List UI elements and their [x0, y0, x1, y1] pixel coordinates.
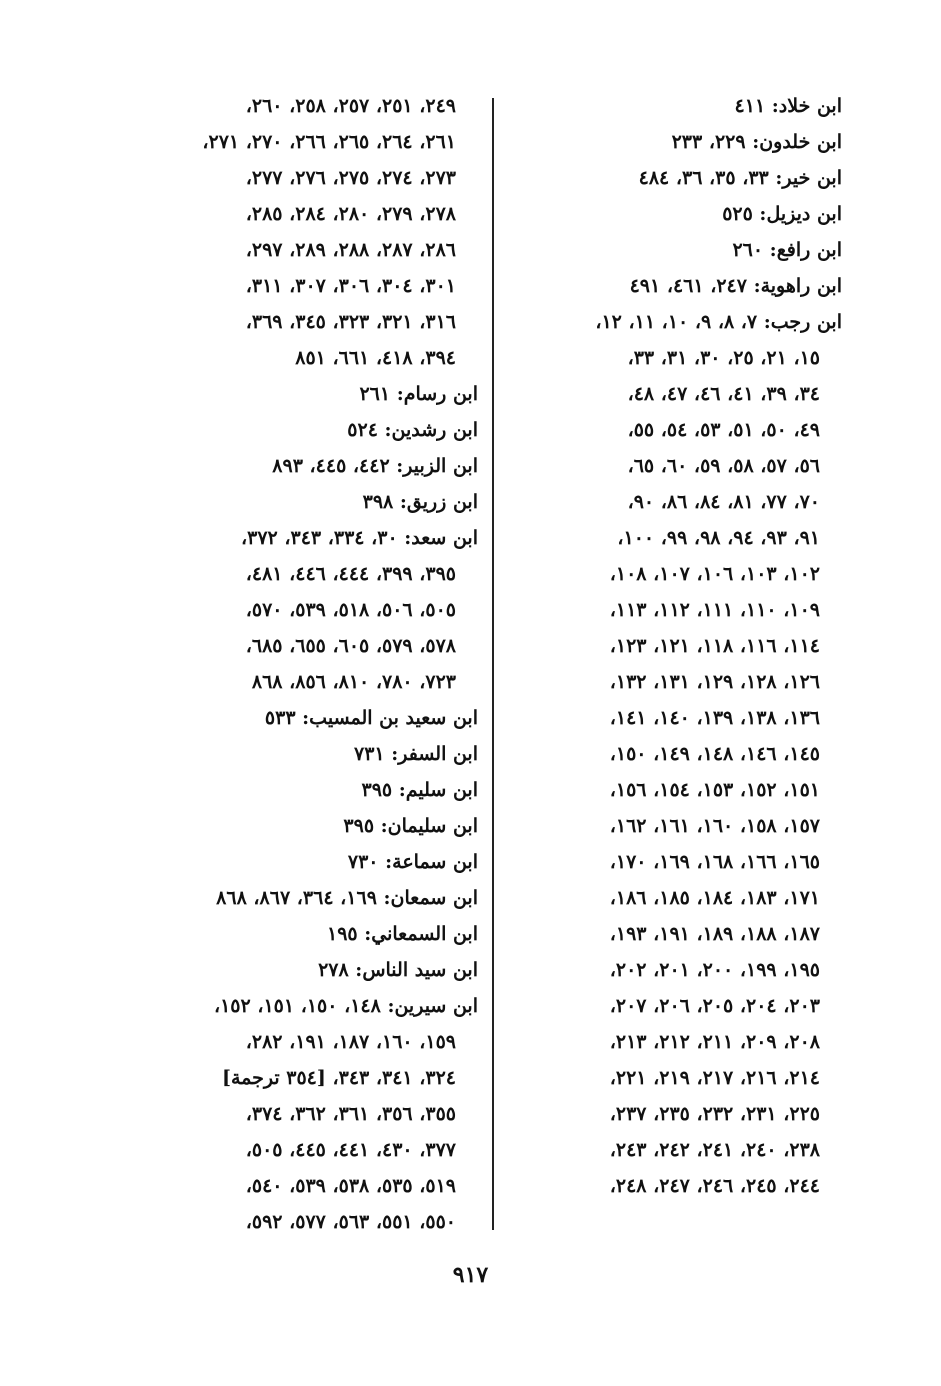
index-continuation-line: ٥٦، ٥٧، ٥٨، ٥٩، ٦٠، ٦٥،: [627, 455, 820, 477]
index-entry: ابن السفر: ٧٣١: [353, 743, 478, 765]
index-continuation-line: ١٥٧، ١٥٨، ١٦٠، ١٦١، ١٦٢،: [609, 815, 820, 837]
column-divider: [492, 98, 494, 1230]
page-number: ٩١٧: [452, 1262, 489, 1288]
index-continuation-line: ١٧١، ١٨٣، ١٨٤، ١٨٥، ١٨٦،: [609, 887, 820, 909]
index-continuation-line: ٣٢٤، ٣٤١، ٣٤٣، [٣٥٤ ترجمة]: [221, 1067, 456, 1089]
index-continuation-line: ٢٧٨، ٢٧٩، ٢٨٠، ٢٨٤، ٢٨٥،: [245, 203, 456, 225]
index-continuation-line: ٣٥٥، ٣٥٦، ٣٦١، ٣٦٢، ٣٧٤،: [245, 1103, 456, 1125]
index-continuation-line: ١٥، ٢١، ٢٥، ٣٠، ٣١، ٣٣،: [627, 347, 820, 369]
index-continuation-line: ٩١، ٩٣، ٩٤، ٩٨، ٩٩، ١٠٠،: [617, 527, 820, 549]
index-continuation-line: ١١٤، ١١٦، ١١٨، ١٢١، ١٢٣،: [609, 635, 820, 657]
index-continuation-line: ٢٤٩، ٢٥١، ٢٥٧، ٢٥٨، ٢٦٠،: [245, 95, 456, 117]
index-continuation-line: ١٤٥، ١٤٦، ١٤٨، ١٤٩، ١٥٠،: [609, 743, 820, 765]
index-continuation-line: ٤٩، ٥٠، ٥١، ٥٣، ٥٤، ٥٥،: [627, 419, 820, 441]
index-entry: ابن سعيد بن المسيب: ٥٣٣: [264, 707, 478, 729]
index-entry: ابن راهوية: ٢٤٧، ٤٦١، ٤٩١: [629, 275, 842, 297]
index-entry: ابن رسام: ٢٦١: [359, 383, 478, 405]
index-continuation-line: ٧٢٣، ٧٨٠، ٨١٠، ٨٥٦، ٨٦٨: [251, 671, 456, 693]
index-continuation-line: ٣٧٧، ٤٣٠، ٤٤١، ٤٤٥، ٥٠٥،: [245, 1139, 456, 1161]
index-continuation-line: ٣٠١، ٣٠٤، ٣٠٦، ٣٠٧، ٣١١،: [245, 275, 456, 297]
index-continuation-line: ٣٩٤، ٤١٨، ٦٦١، ٨٥١: [295, 347, 456, 369]
index-continuation-line: ٣٩٥، ٣٩٩، ٤٤٤، ٤٤٦، ٤٨١،: [245, 563, 456, 585]
index-continuation-line: ١٠٢، ١٠٣، ١٠٦، ١٠٧، ١٠٨،: [609, 563, 820, 585]
index-entry: ابن الزبير: ٤٤٢، ٤٤٥، ٨٩٣: [272, 455, 478, 477]
index-entry: ابن سمعان: ١٦٩، ٣٦٤، ٨٦٧، ٨٦٨: [216, 887, 478, 909]
index-continuation-line: ٧٠، ٧٧، ٨١، ٨٤، ٨٦، ٩٠،: [627, 491, 820, 513]
index-continuation-line: ٢٣٨، ٢٤٠، ٢٤١، ٢٤٢، ٢٤٣،: [609, 1139, 820, 1161]
index-continuation-line: ٣٤، ٣٩، ٤١، ٤٦، ٤٧، ٤٨،: [627, 383, 820, 405]
index-entry: ابن زريق: ٣٩٨: [362, 491, 478, 513]
index-entry: ابن رشدين: ٥٢٤: [347, 419, 478, 441]
index-continuation-line: ٥٠٥، ٥٠٦، ٥١٨، ٥٣٩، ٥٧٠،: [245, 599, 456, 621]
index-entry: ابن سعد: ٣٠، ٣٣٤، ٣٤٣، ٣٧٢،: [240, 527, 478, 549]
index-continuation-line: ١٥٩، ١٦٠، ١٨٧، ١٩١، ٢٨٢،: [245, 1031, 456, 1053]
index-continuation-line: ١٦٥، ١٦٦، ١٦٨، ١٦٩، ١٧٠،: [609, 851, 820, 873]
index-continuation-line: ٢٠٨، ٢٠٩، ٢١١، ٢١٢، ٢١٣،: [609, 1031, 820, 1053]
index-continuation-line: ٣١٦، ٣٢١، ٣٢٣، ٣٤٥، ٣٦٩،: [245, 311, 456, 333]
index-continuation-line: ٢١٤، ٢١٦، ٢١٧، ٢١٩، ٢٢١،: [609, 1067, 820, 1089]
index-continuation-line: ٢٨٦، ٢٨٧، ٢٨٨، ٢٨٩، ٢٩٧،: [245, 239, 456, 261]
index-entry: ابن سيد الناس: ٢٧٨: [318, 959, 478, 981]
index-continuation-line: ٥٥٠، ٥٥١، ٥٦٣، ٥٧٧، ٥٩٢،: [245, 1211, 456, 1233]
index-entry: ابن رجب: ٧، ٨، ٩، ١٠، ١١، ١٢،: [595, 311, 842, 333]
index-entry: ابن خلاد: ٤١١: [734, 95, 842, 117]
index-column-left: [148, 88, 478, 1240]
index-entry: ابن سماعة: ٧٣٠: [347, 851, 478, 873]
index-entry: ابن ديزيل: ٥٢٥: [722, 203, 842, 225]
index-entry: ابن رافع: ٢٦٠: [732, 239, 842, 261]
index-continuation-line: ٢٧٣، ٢٧٤، ٢٧٥، ٢٧٦، ٢٧٧،: [245, 167, 456, 189]
index-continuation-line: ٢٢٥، ٢٣١، ٢٣٢، ٢٣٥، ٢٣٧،: [609, 1103, 820, 1125]
index-continuation-line: ١٣٦، ١٣٨، ١٣٩، ١٤٠، ١٤١،: [609, 707, 820, 729]
index-continuation-line: ١٢٦، ١٢٨، ١٢٩، ١٣١، ١٣٢،: [609, 671, 820, 693]
index-continuation-line: ١٩٥، ١٩٩، ٢٠٠، ٢٠١، ٢٠٢،: [609, 959, 820, 981]
index-entry: ابن سليمان: ٣٩٥: [343, 815, 478, 837]
index-entry: ابن سيرين: ١٤٨، ١٥٠، ١٥١، ١٥٢،: [213, 995, 478, 1017]
index-continuation-line: ٥١٩، ٥٣٥، ٥٣٨، ٥٣٩، ٥٤٠،: [245, 1175, 456, 1197]
index-continuation-line: ١٨٧، ١٨٨، ١٨٩، ١٩١، ١٩٣،: [609, 923, 820, 945]
index-entry: ابن سليم: ٣٩٥: [361, 779, 478, 801]
index-entry: ابن خير: ٣٣، ٣٥، ٣٦، ٤٨٤: [638, 167, 842, 189]
index-entry: ابن السمعاني: ١٩٥: [327, 923, 478, 945]
index-entry: ابن خلدون: ٢٢٩، ٢٣٣: [671, 131, 842, 153]
index-continuation-line: ١٠٩، ١١٠، ١١١، ١١٢، ١١٣،: [609, 599, 820, 621]
index-column-right: [512, 88, 842, 1204]
index-continuation-line: ٥٧٨، ٥٧٩، ٦٠٥، ٦٥٥، ٦٨٥،: [245, 635, 456, 657]
index-continuation-line: ١٥١، ١٥٢، ١٥٣، ١٥٤، ١٥٦،: [609, 779, 820, 801]
index-continuation-line: ٢٠٣، ٢٠٤، ٢٠٥، ٢٠٦، ٢٠٧،: [609, 995, 820, 1017]
index-continuation-line: ٢٤٤، ٢٤٥، ٢٤٦، ٢٤٧، ٢٤٨،: [609, 1175, 820, 1197]
index-continuation-line: ٢٦١، ٢٦٤، ٢٦٥، ٢٦٦، ٢٧٠، ٢٧١،: [202, 131, 456, 153]
